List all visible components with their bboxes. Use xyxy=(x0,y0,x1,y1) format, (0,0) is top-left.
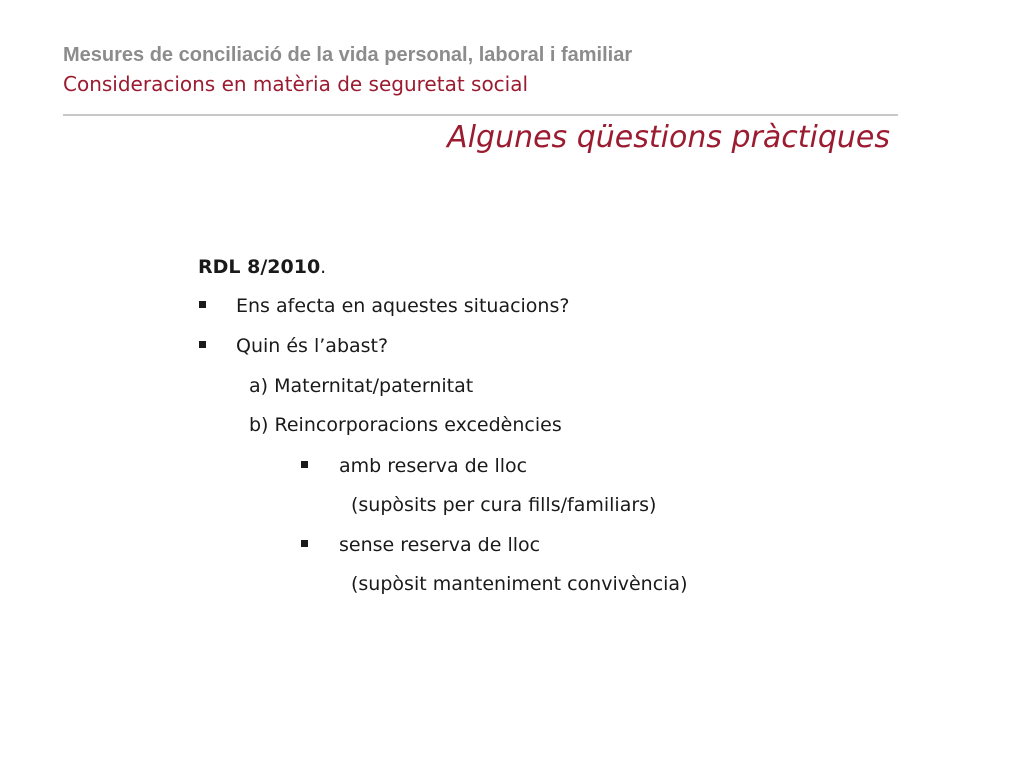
square-bullet-icon xyxy=(301,461,308,468)
rdl-heading xyxy=(198,256,326,278)
sub-item-label: sense reserva de lloc xyxy=(339,534,541,556)
section-title: Algunes qüestions pràctiques xyxy=(447,120,890,155)
square-bullet-icon xyxy=(199,341,206,348)
scope-item-a: a) Maternitat/paternitat xyxy=(249,375,474,397)
square-bullet-icon xyxy=(199,301,206,308)
sub-item-note: (supòsit manteniment convivència) xyxy=(351,573,688,595)
sub-item-label: amb reserva de lloc xyxy=(339,455,528,477)
header-title: Mesures de conciliació de la vida personal, laboral i familiar xyxy=(63,44,633,66)
rdl-heading-suffix: . xyxy=(320,256,327,278)
sub-item-note: (supòsits per cura fills/familiars) xyxy=(351,494,657,516)
header-subtitle: Consideracions en matèria de seguretat social xyxy=(63,72,529,96)
square-bullet-icon xyxy=(301,540,308,547)
list-item: Ens afecta en aquestes situacions? xyxy=(236,295,570,317)
list-item: Quin és l’abast? xyxy=(236,335,389,357)
rdl-heading-bold: RDL 8/2010 xyxy=(198,256,321,278)
scope-item-b: b) Reincorporacions excedències xyxy=(249,414,562,436)
